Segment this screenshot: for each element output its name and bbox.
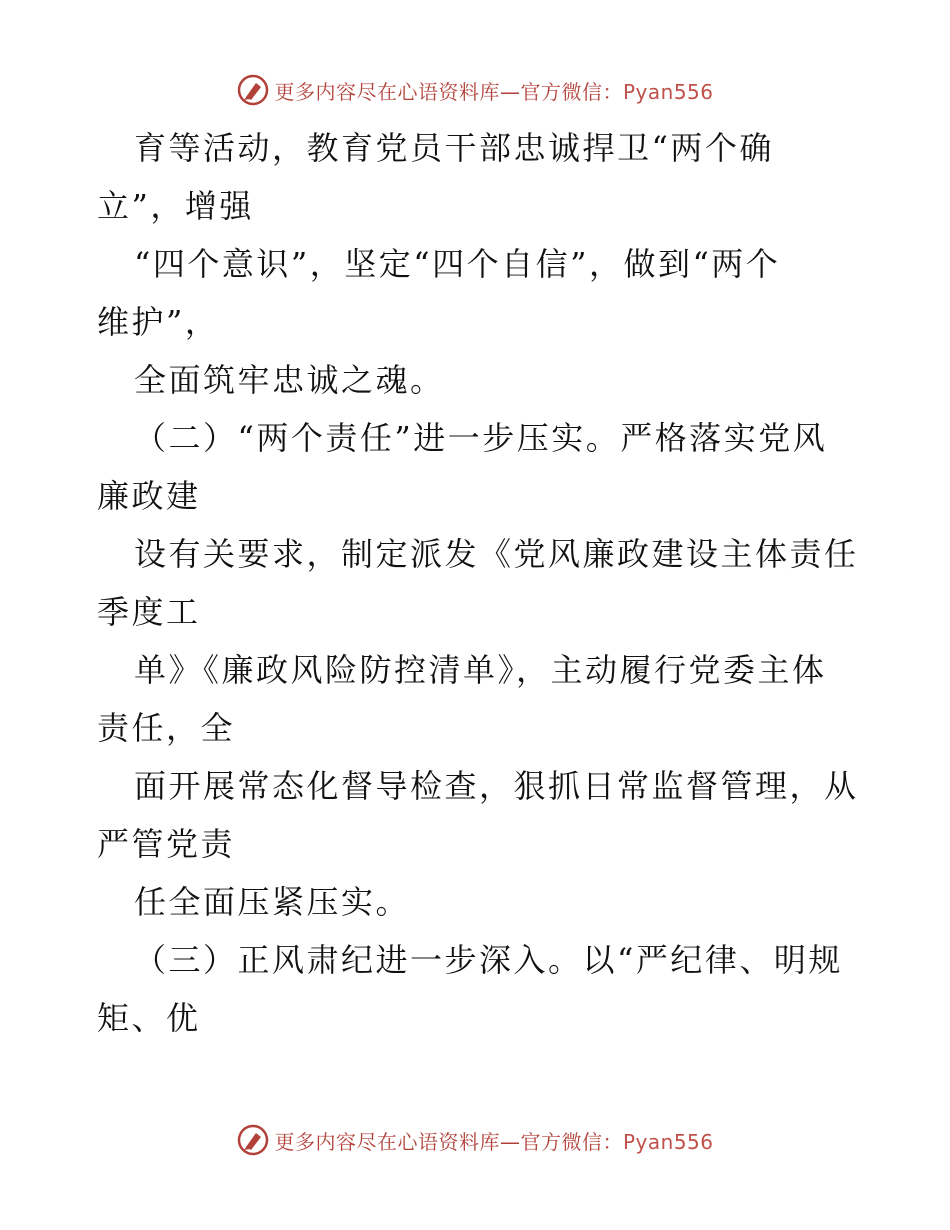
body-line: “四个意识”，坚定“四个自信”，做到“两个 — [134, 245, 781, 283]
body-line: 面开展常态化督导检查，狠抓日常监督管理，从 — [134, 767, 859, 805]
pen-nib-seal-icon — [236, 1123, 270, 1157]
body-line: 严管党责 — [97, 825, 236, 863]
body-line: 立”，增强 — [97, 187, 254, 225]
watermark-text — [274, 1126, 713, 1155]
watermark-site: 更多内容尽在心语资料库—官方微信： — [274, 1129, 623, 1154]
body-line: （二）“两个责任”进一步压实。严格落实党风 — [134, 419, 828, 457]
body-line: 设有关要求，制定派发《党风廉政建设主体责任 — [134, 535, 859, 573]
body-line: 责任，全 — [97, 709, 236, 747]
body-line: 维护”， — [97, 303, 220, 341]
body-line: 任全面压紧压实。 — [134, 883, 411, 921]
watermark-site: 更多内容尽在心语资料库—官方微信： — [274, 79, 623, 104]
body-line: 季度工 — [97, 593, 201, 631]
body-line: 廉政建 — [97, 477, 201, 515]
body-line: 单》《廉政风险防控清单》，主动履行党委主体 — [134, 651, 827, 689]
body-line: （三）正风肃纪进一步深入。以“严纪律、明规 — [134, 941, 843, 979]
watermark-handle: Pyan556 — [622, 1129, 714, 1154]
body-line: 矩、优 — [97, 999, 201, 1037]
watermark-handle: Pyan556 — [622, 79, 714, 104]
body-line: 全面筑牢忠诚之魂。 — [134, 361, 445, 399]
body-line: 育等活动，教育党员干部忠诚捍卫“两个确 — [134, 129, 774, 167]
footer-watermark — [0, 1120, 950, 1160]
